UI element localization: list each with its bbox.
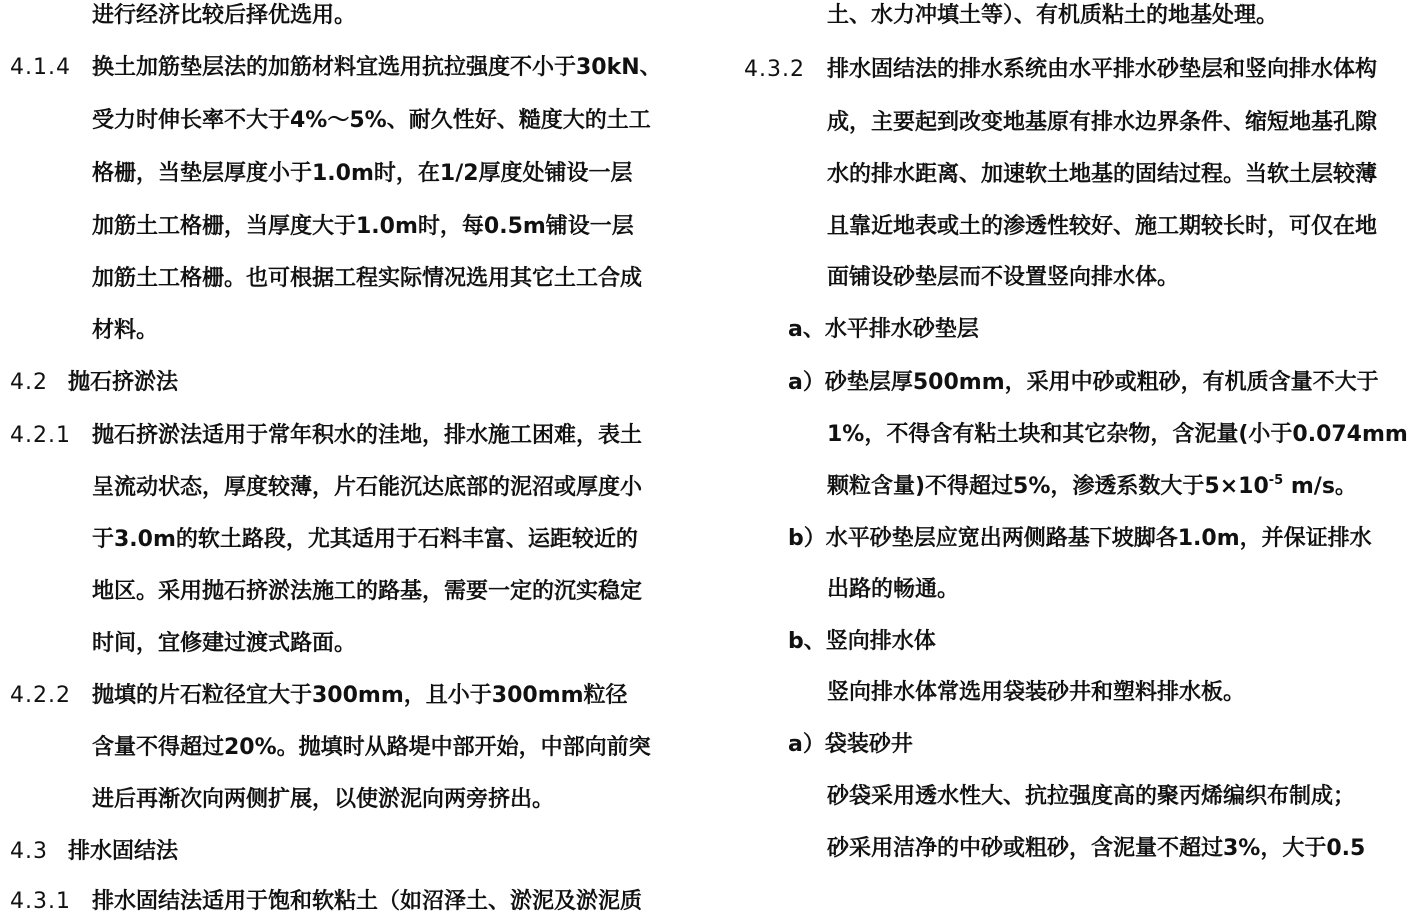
line-text-tail: m/s。 (1283, 474, 1357, 499)
clause-number: 4.1.4 (10, 55, 71, 80)
text-line (0, 311, 700, 351)
text-line (0, 101, 700, 141)
line-text: 土、水力冲填土等）、有机质粘土的地基处理。 (827, 3, 1279, 28)
subsection-b (700, 622, 1412, 662)
line-text: b）水平砂垫层应宽出两侧路基下坡脚各1.0m，并保证排水 (788, 526, 1372, 551)
text-line (0, 520, 700, 560)
list-item-a (700, 725, 1412, 765)
line-text: 竖向排水体常选用袋装砂井和塑料排水板。 (827, 680, 1246, 705)
text-line (700, 155, 1412, 195)
subsection-a (700, 310, 1412, 350)
text-line (700, 570, 1412, 610)
line-text: 出路的畅通。 (827, 577, 960, 602)
line-text: a、水平排水砂垫层 (788, 317, 979, 342)
section-number: 4.2 (10, 370, 48, 395)
line-text-main: 颗粒含量)不得超过5%，渗透系数大于5×10 (827, 474, 1269, 499)
line-text: 砂袋采用透水性大、抗拉强度高的聚丙烯编织布制成； (827, 784, 1356, 809)
superscript-exponent: -5 (1268, 473, 1284, 488)
section-heading-4-2 (0, 363, 700, 403)
line-text: 格栅，当垫层厚度小于1.0m时，在1/2厚度处铺设一层 (92, 161, 633, 186)
line-text: 抛填的片石粒径宜大于300mm，且小于300mm粒径 (92, 683, 628, 708)
text-line (700, 103, 1412, 143)
clause-number: 4.3.2 (744, 57, 805, 82)
line-text: a）砂垫层厚500mm，采用中砂或粗砂，有机质含量不大于 (788, 370, 1379, 395)
line-text: 排水固结法的排水系统由水平排水砂垫层和竖向排水体构 (827, 57, 1378, 82)
line-text: 排水固结法适用于饱和软粘土（如沼泽土、淤泥及淤泥质 (92, 889, 643, 914)
line-text: 加筋土工格栅，当厚度大于1.0m时，每0.5m铺设一层 (92, 214, 634, 239)
text-line (700, 829, 1412, 869)
clause-4-3-1 (0, 882, 700, 916)
line-text: 面铺设砂垫层而不设置竖向排水体。 (827, 265, 1180, 290)
line-text: 含量不得超过20%。抛填时从路堤中部开始，中部向前突 (92, 735, 651, 760)
section-number: 4.3 (10, 839, 48, 864)
text-line (0, 780, 700, 820)
clause-4-3-2 (700, 50, 1412, 90)
line-text: 砂采用洁净的中砂或粗砂，含泥量不超过3%，大于0.5 (827, 836, 1366, 861)
text-line (700, 207, 1412, 247)
line-text: 加筋土工格栅。也可根据工程实际情况选用其它土工合成 (92, 266, 643, 291)
line-text: 且靠近地表或土的渗透性较好、施工期较长时，可仅在地 (827, 214, 1378, 239)
section-heading-4-3 (0, 832, 700, 872)
clause-4-2-2 (0, 676, 700, 716)
clause-4-2-1 (0, 416, 700, 456)
clause-4-1-4 (0, 48, 700, 88)
text-line (0, 154, 700, 194)
line-text: 进后再渐次向两侧扩展，以使淤泥向两旁挤出。 (92, 787, 555, 812)
text-line (0, 572, 700, 612)
clause-number: 4.2.2 (10, 683, 71, 708)
text-line (700, 415, 1412, 455)
text-line (0, 728, 700, 768)
list-item-b (700, 519, 1412, 559)
line-text: 1%，不得含有粘土块和其它杂物，含泥量(小于0.074mm (827, 422, 1408, 447)
line-text: 呈流动状态，厚度较薄，片石能沉达底部的泥沼或厚度小 (92, 475, 643, 500)
line-text: b、竖向排水体 (788, 629, 936, 654)
list-item-a (700, 363, 1412, 403)
text-line (700, 0, 1412, 36)
line-text: 地区。采用抛石挤淤法施工的路基，需要一定的沉实稳定 (92, 579, 643, 604)
line-text: 于3.0m的软土路段，尤其适用于石料丰富、运距较近的 (92, 527, 638, 552)
text-line (0, 0, 700, 36)
right-column (700, 0, 1412, 916)
line-text: 水的排水距离、加速软土地基的固结过程。当软土层较薄 (827, 162, 1378, 187)
left-column (0, 0, 700, 916)
text-line (700, 467, 1412, 507)
text-line (700, 777, 1412, 817)
line-text (827, 467, 1357, 510)
line-text: 进行经济比较后择优选用。 (92, 3, 357, 28)
line-text: 换土加筋垫层法的加筋材料宜选用抗拉强度不小于30kN、 (92, 55, 662, 80)
text-line (0, 259, 700, 299)
text-line (700, 673, 1412, 713)
line-text: 材料。 (92, 318, 159, 343)
line-text: 抛石挤淤法适用于常年积水的洼地，排水施工困难，表土 (92, 423, 643, 448)
clause-number: 4.2.1 (10, 423, 71, 448)
text-line (700, 258, 1412, 298)
line-text: 成，主要起到改变地基原有排水边界条件、缩短地基孔隙 (827, 110, 1378, 135)
line-text: a）袋装砂井 (788, 732, 913, 757)
line-text: 受力时伸长率不大于4%～5%、耐久性好、糙度大的土工 (92, 108, 651, 133)
section-title: 排水固结法 (68, 839, 179, 864)
line-text: 时间，宜修建过渡式路面。 (92, 631, 357, 656)
clause-number: 4.3.1 (10, 889, 71, 914)
text-line (0, 624, 700, 664)
text-line (0, 207, 700, 247)
text-line (0, 468, 700, 508)
section-title: 抛石挤淤法 (68, 370, 179, 395)
